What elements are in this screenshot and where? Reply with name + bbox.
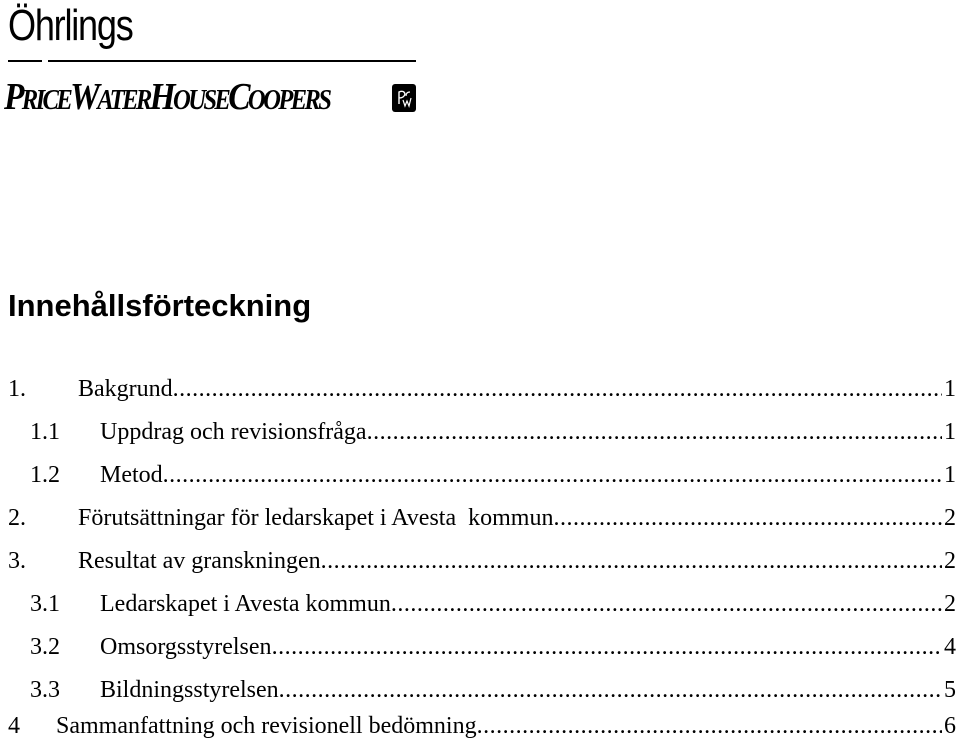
toc-entry-number: 3.2 <box>30 634 60 660</box>
ohrlings-logo <box>8 1 133 50</box>
toc-entry-number: 2. <box>8 505 26 531</box>
toc-entry-number: 1. <box>8 376 26 402</box>
toc-entry[interactable] <box>0 583 960 625</box>
toc-entry-number: 3.1 <box>30 591 60 617</box>
toc-entry-page: 1 <box>944 462 956 488</box>
ohrlings-logo-text: Öhrlings <box>8 1 133 50</box>
toc-entry-text: Bakgrund <box>78 376 173 402</box>
toc-entry-text: Metod <box>100 462 163 488</box>
toc-entry-number: 1.2 <box>30 462 60 488</box>
toc-entry-page: 2 <box>944 505 956 531</box>
pwc-logo-wordmark: PRICEWATERHOUSECOOPERS <box>4 76 330 118</box>
toc-entry-number: 3. <box>8 548 26 574</box>
toc-leader-dots <box>173 368 942 410</box>
toc-entry-page: 4 <box>944 634 956 660</box>
toc-entry-number: 3.3 <box>30 677 60 703</box>
toc-entry-text: Uppdrag och revisionsfråga <box>100 419 367 445</box>
toc-entry-page: 5 <box>944 677 956 703</box>
toc-entry[interactable] <box>0 626 960 668</box>
toc-entry[interactable] <box>0 368 960 410</box>
toc-leader-dots <box>391 583 942 625</box>
pwc-seal-icon <box>392 84 416 112</box>
toc-entry-text: Förutsättningar för ledarskapet i Avesta kommun <box>78 505 554 531</box>
page-title: Innehållsförteckning <box>8 288 312 323</box>
toc-entry-text: Resultat av granskningen <box>78 548 321 574</box>
toc-entry[interactable] <box>0 411 960 453</box>
toc-leader-dots <box>477 705 942 747</box>
toc-entry-text: Bildningsstyrelsen <box>100 677 279 703</box>
toc-leader-dots <box>367 411 942 453</box>
toc-entry-text: Omsorgsstyrelsen <box>100 634 272 660</box>
toc-entry[interactable] <box>0 454 960 496</box>
toc-entry[interactable] <box>0 497 960 539</box>
toc-entry-page: 1 <box>944 419 956 445</box>
toc-leader-dots <box>272 626 942 668</box>
toc-leader-dots <box>163 454 942 496</box>
toc-entry-page: 2 <box>944 591 956 617</box>
pricewaterhousecoopers-logo <box>4 78 329 116</box>
toc-entry-text: Ledarskapet i Avesta kommun <box>100 591 391 617</box>
logo-divider <box>8 60 416 62</box>
toc-entry-text: Sammanfattning och revisionell bedömning <box>56 713 477 739</box>
toc-entry-page: 2 <box>944 548 956 574</box>
toc-entry-number: 4 <box>8 713 20 739</box>
toc-entry[interactable] <box>0 705 960 747</box>
toc-entry-number: 1.1 <box>30 419 60 445</box>
toc-entry[interactable] <box>0 540 960 582</box>
toc-leader-dots <box>321 540 942 582</box>
toc-entry-page: 1 <box>944 376 956 402</box>
toc-leader-dots <box>553 497 942 539</box>
toc-entry-page: 6 <box>944 713 956 739</box>
